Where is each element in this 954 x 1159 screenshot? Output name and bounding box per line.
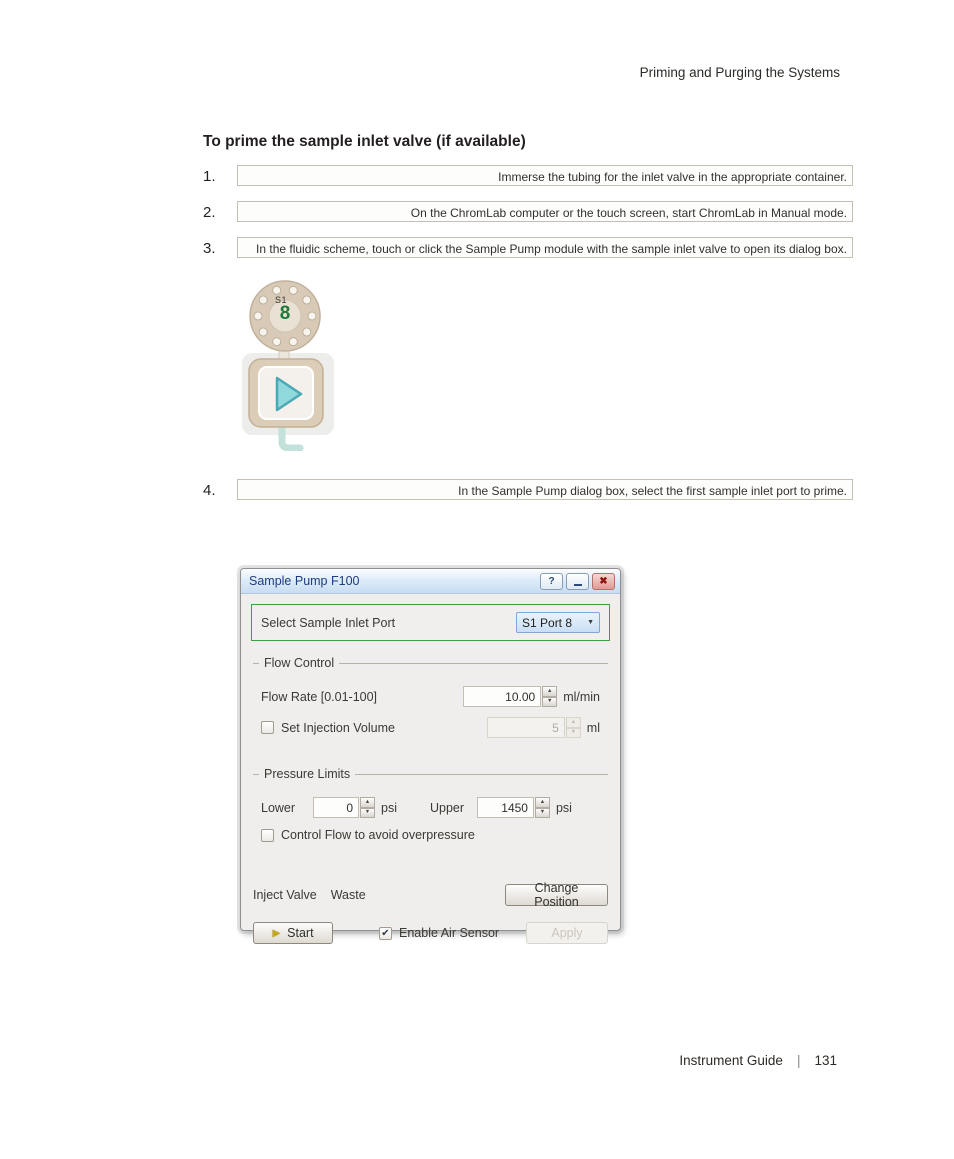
step-number: 4. <box>203 482 216 499</box>
flow-rate-unit: ml/min <box>563 689 600 704</box>
select-port-label: Select Sample Inlet Port <box>261 615 396 630</box>
dialog-footer-row <box>253 922 608 944</box>
step-1 <box>203 165 853 188</box>
injection-volume-checkbox[interactable] <box>261 721 274 734</box>
valve-port-label: S1 <box>275 295 288 305</box>
sample-pump-dialog <box>240 568 621 940</box>
injection-volume-unit: ml <box>586 720 600 735</box>
lower-limit-input[interactable] <box>313 797 359 818</box>
step-3 <box>203 237 853 260</box>
spinner-down-icon[interactable]: ▼ <box>535 808 550 819</box>
upper-limit-unit: psi <box>555 800 572 815</box>
step-text: On the ChromLab computer or the touch screen, start ChromLab in Manual mode. <box>237 201 853 222</box>
air-sensor-label: Enable Air Sensor <box>399 926 500 940</box>
spinner-up-icon: ▲ <box>566 717 581 728</box>
injection-volume-spinner <box>566 717 581 738</box>
injection-volume-row <box>261 717 600 738</box>
start-button-label: Start <box>287 926 314 940</box>
flow-rate-input[interactable] <box>463 686 541 707</box>
lower-limit-unit: psi <box>381 800 397 815</box>
inlet-port-dropdown[interactable] <box>516 612 600 633</box>
spinner-down-icon[interactable]: ▼ <box>360 808 375 819</box>
step-number: 2. <box>203 204 216 221</box>
flow-rate-spinner <box>542 686 557 707</box>
help-button[interactable]: ? <box>540 573 563 590</box>
dialog-titlebar[interactable] <box>241 569 620 594</box>
pressure-limits-group <box>253 767 608 854</box>
minimize-icon <box>574 584 582 586</box>
page-footer <box>679 1053 837 1068</box>
spinner-up-icon[interactable]: ▲ <box>542 686 557 697</box>
lower-limit-label: Lower <box>261 800 296 815</box>
dialog-body <box>241 594 620 944</box>
sample-inlet-valve-figure <box>240 279 336 451</box>
dialog-title: Sample Pump F100 <box>249 574 360 588</box>
flow-control-group <box>253 656 608 750</box>
pressure-limits-row <box>261 797 600 818</box>
inlet-port-value: S1 Port 8 <box>522 615 573 630</box>
page-content <box>203 133 853 502</box>
step-text: Immerse the tubing for the inlet valve in the appropriate container. <box>237 165 853 186</box>
close-button[interactable]: ✖ <box>592 573 615 590</box>
step-text: In the fluidic scheme, touch or click the Sample Pump module with the sample inlet valve to open its dialog box. <box>237 237 853 258</box>
step-2 <box>203 201 853 224</box>
pressure-limits-legend: Pressure Limits <box>259 767 355 781</box>
overpressure-row <box>261 828 600 842</box>
footer-separator: | <box>796 1053 801 1068</box>
flow-rate-row <box>261 686 600 707</box>
step-number: 1. <box>203 168 216 185</box>
spinner-up-icon[interactable]: ▲ <box>535 797 550 808</box>
air-sensor-checkbox[interactable]: ✔ <box>379 927 392 940</box>
start-button[interactable] <box>253 922 333 944</box>
air-sensor-field <box>379 926 499 940</box>
flow-control-legend: Flow Control <box>259 656 339 670</box>
footer-label: Instrument Guide <box>679 1053 783 1068</box>
injection-volume-input <box>487 717 565 738</box>
overpressure-label: Control Flow to avoid overpressure <box>281 828 475 842</box>
injection-volume-label: Set Injection Volume <box>281 720 395 735</box>
step-4 <box>203 479 853 502</box>
upper-limit-input[interactable] <box>477 797 534 818</box>
footer-page-number: 131 <box>814 1053 837 1068</box>
inject-valve-label: Inject Valve <box>253 888 317 902</box>
lower-limit-spinner <box>360 797 375 818</box>
start-play-icon: ▶ <box>272 927 281 939</box>
running-header: Priming and Purging the Systems <box>639 65 840 80</box>
apply-button: Apply <box>526 922 608 944</box>
flow-rate-label: Flow Rate [0.01-100] <box>261 689 378 704</box>
inject-valve-row <box>253 881 608 909</box>
change-position-button[interactable]: Change Position <box>505 884 608 906</box>
step-number: 3. <box>203 240 216 257</box>
step-text: In the Sample Pump dialog box, select the first sample inlet port to prime. <box>237 479 853 500</box>
spinner-down-icon[interactable]: ▼ <box>542 697 557 708</box>
inject-valve-status: Waste <box>330 888 366 902</box>
section-heading: To prime the sample inlet valve (if available) <box>203 133 526 150</box>
overpressure-checkbox[interactable] <box>261 829 274 842</box>
valve-port-number: 8 <box>279 303 291 324</box>
minimize-button[interactable] <box>566 573 589 590</box>
spinner-down-icon: ▼ <box>566 728 581 739</box>
chevron-down-icon: ▼ <box>587 619 594 626</box>
upper-limit-label: Upper <box>429 800 465 815</box>
select-inlet-port-row <box>251 604 610 641</box>
spinner-up-icon[interactable]: ▲ <box>360 797 375 808</box>
upper-limit-spinner <box>535 797 550 818</box>
